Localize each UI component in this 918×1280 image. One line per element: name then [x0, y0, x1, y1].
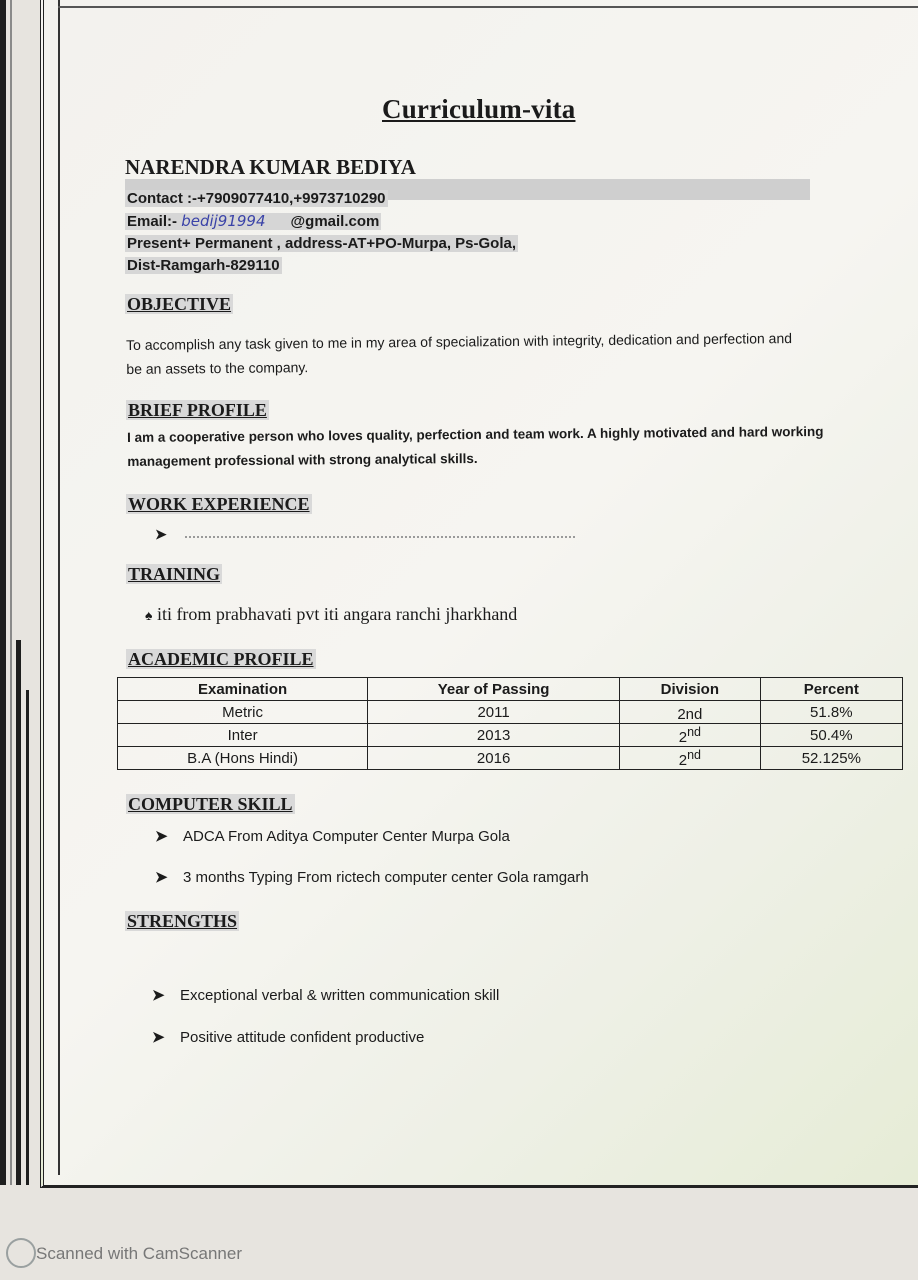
brief-profile-heading: BRIEF PROFILE [128, 400, 267, 420]
table-cell-percent: 50.4% [760, 724, 902, 747]
contact-block [125, 188, 518, 277]
academic-heading: ACADEMIC PROFILE [128, 649, 314, 669]
computer-skill-section [126, 794, 295, 815]
strengths-heading: STRENGTHS [127, 911, 238, 931]
email-handwritten: bedij91994 [181, 212, 266, 230]
list-item: ➤ 3 months Typing From rictech computer center Gola ramgarh [155, 869, 589, 886]
arrow-bullet-icon: ➤ [152, 987, 165, 1004]
list-item: ➤ ADCA From Aditya Computer Center Murpa Gola [155, 828, 510, 845]
academic-section [126, 649, 316, 670]
table-cell-division: 2nd [620, 701, 761, 724]
spade-bullet-icon: ♠ [145, 609, 153, 624]
contact-phone: Contact :-+7909077410,+9973710290 [127, 190, 386, 207]
training-heading: TRAINING [128, 564, 221, 584]
work-experience-section [126, 494, 312, 515]
table-row [118, 747, 903, 770]
table-cell-year: 2013 [368, 724, 620, 747]
list-item: ➤ Exceptional verbal & written communication skill [152, 987, 500, 1004]
contact-email: Email:- bedij91994 @gmail.com [127, 212, 380, 230]
brief-profile-section [126, 400, 269, 421]
arrow-bullet-icon: ➤ [155, 526, 167, 542]
contact-address-line2: Dist-Ramgarh-829110 [127, 257, 280, 274]
table-header-examination: Examination [118, 678, 368, 701]
table-header-row [118, 678, 903, 701]
table-header-year: Year of Passing [368, 678, 620, 701]
camscanner-logo-icon [6, 1238, 36, 1268]
erased-text-trace [185, 536, 575, 540]
brief-profile-text: I am a cooperative person who loves quality, perfection and team work. A highly motivated and hard working management professional with strong analytical skills. [127, 423, 824, 469]
table-header-percent: Percent [760, 678, 902, 701]
table-cell-percent: 51.8% [760, 701, 902, 724]
table-cell-division: 2nd [620, 724, 761, 747]
table-cell-exam: Metric [118, 701, 368, 724]
strengths-section [125, 911, 239, 932]
scanner-watermark: Scanned with CamScanner [36, 1244, 243, 1263]
list-item: ➤ Positive attitude confident productive [152, 1029, 425, 1046]
table-cell-division: 2nd [620, 747, 761, 770]
arrow-bullet-icon: ➤ [152, 1029, 165, 1046]
computer-skill-heading: COMPUTER SKILL [128, 794, 293, 814]
training-item: ♠ iti from prabhavati pvt iti angara ranchi jharkhand [145, 604, 518, 624]
objective-heading: OBJECTIVE [127, 294, 232, 314]
arrow-bullet-icon: ➤ [155, 869, 168, 886]
table-cell-year: 2011 [368, 701, 620, 724]
training-section [126, 564, 222, 585]
document-title: Curriculum-vita [382, 94, 576, 124]
academic-table [117, 677, 903, 770]
arrow-bullet-icon: ➤ [155, 828, 168, 845]
table-cell-exam: B.A (Hons Hindi) [118, 747, 368, 770]
table-cell-percent: 52.125% [760, 747, 902, 770]
page-border [58, 0, 60, 1175]
table-cell-year: 2016 [368, 747, 620, 770]
table-row [118, 724, 903, 747]
table-header-division: Division [620, 678, 761, 701]
work-experience-heading: WORK EXPERIENCE [128, 494, 310, 514]
page-top-border [58, 6, 918, 8]
contact-address-line1: Present+ Permanent , address-AT+PO-Murpa, Ps-Gola, [127, 235, 517, 252]
objective-section [125, 294, 233, 315]
table-cell-exam: Inter [118, 724, 368, 747]
objective-text: To accomplish any task given to me in my area of specialization with integrity, dedication and perfection and be an assets to the company. [126, 330, 793, 377]
candidate-name: NARENDRA KUMAR BEDIYA [125, 155, 416, 179]
table-row [118, 701, 903, 724]
